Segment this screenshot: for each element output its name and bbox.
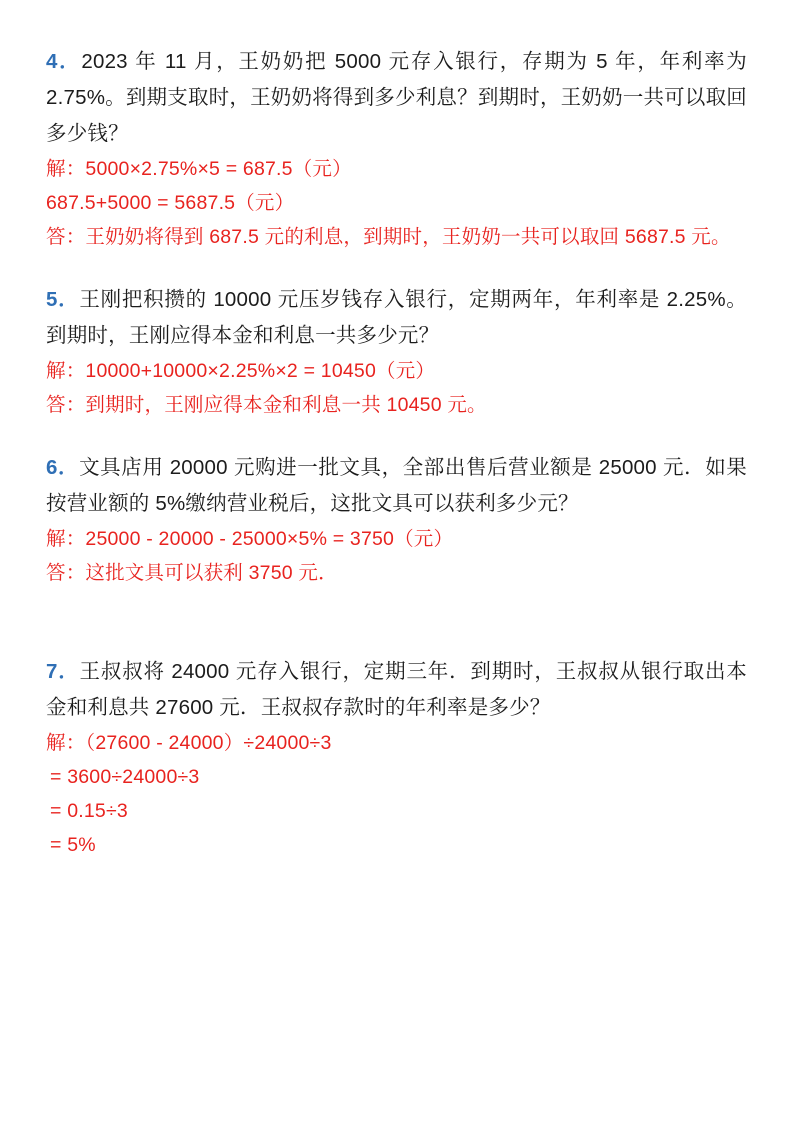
problem-4 bbox=[46, 44, 747, 254]
spacer-6-7 bbox=[46, 596, 747, 654]
problem-5-answer-line-2: 答：到期时，王刚应得本金和利息一共 10450 元。 bbox=[46, 394, 487, 416]
problem-7-answer-line-1: 解：（27600 - 24000）÷24000÷3 bbox=[46, 732, 332, 754]
problem-6-number: 6． bbox=[46, 456, 80, 479]
problem-4-question-text: 2023 年 11 月，王奶奶把 5000 元存入银行，存期为 5 年，年利率为 2.75%。到期支取时，王奶奶将得到多少利息？到期时，王奶奶一共可以取回多少钱？ bbox=[46, 50, 747, 145]
problem-7-question bbox=[46, 654, 747, 726]
problem-4-answer-line-3: 答：王奶奶将得到 687.5 元的利息，到期时，王奶奶一共可以取回 5687.5 元。 bbox=[46, 226, 731, 248]
problem-7-answer-line-4: = 5% bbox=[50, 834, 96, 856]
problem-5-answer-line-1: 解：10000+10000×2.25%×2 = 10450（元） bbox=[46, 360, 436, 382]
problem-6-question-text: 文具店用 20000 元购进一批文具，全部出售后营业额是 25000 元．如果按营业额的 5%缴纳营业税后，这批文具可以获利多少元？ bbox=[46, 456, 747, 515]
problem-4-question bbox=[46, 44, 747, 152]
problem-4-answer-line-2: 687.5+5000 = 5687.5（元） bbox=[46, 192, 295, 214]
problem-7-question-text: 王叔叔将 24000 元存入银行，定期三年．到期时，王叔叔从银行取出本金和利息共 27600 元．王叔叔存款时的年利率是多少？ bbox=[46, 660, 747, 719]
problem-5-question bbox=[46, 282, 747, 354]
problem-4-number: 4． bbox=[46, 50, 82, 73]
problem-7-answer-line-2: = 3600÷24000÷3 bbox=[50, 766, 200, 788]
problem-6 bbox=[46, 450, 747, 590]
problem-6-question bbox=[46, 450, 747, 522]
problem-7 bbox=[46, 654, 747, 862]
problem-6-answer-line-2: 答：这批文具可以获利 3750 元． bbox=[46, 562, 338, 584]
spacer-5-6 bbox=[46, 428, 747, 450]
problem-6-answer-line-1: 解：25000 - 20000 - 25000×5% = 3750（元） bbox=[46, 528, 454, 550]
problem-7-answer-line-3: = 0.15÷3 bbox=[50, 800, 128, 822]
problem-7-number: 7． bbox=[46, 660, 80, 683]
spacer-4-5 bbox=[46, 260, 747, 282]
problem-5-number: 5． bbox=[46, 288, 80, 311]
problem-5-question-text: 王刚把积攒的 10000 元压岁钱存入银行，定期两年，年利率是 2.25%。到期时，王刚应得本金和利息一共多少元？ bbox=[46, 288, 747, 347]
problem-4-answer-line-1: 解：5000×2.75%×5 = 687.5（元） bbox=[46, 158, 352, 180]
problem-5 bbox=[46, 282, 747, 422]
